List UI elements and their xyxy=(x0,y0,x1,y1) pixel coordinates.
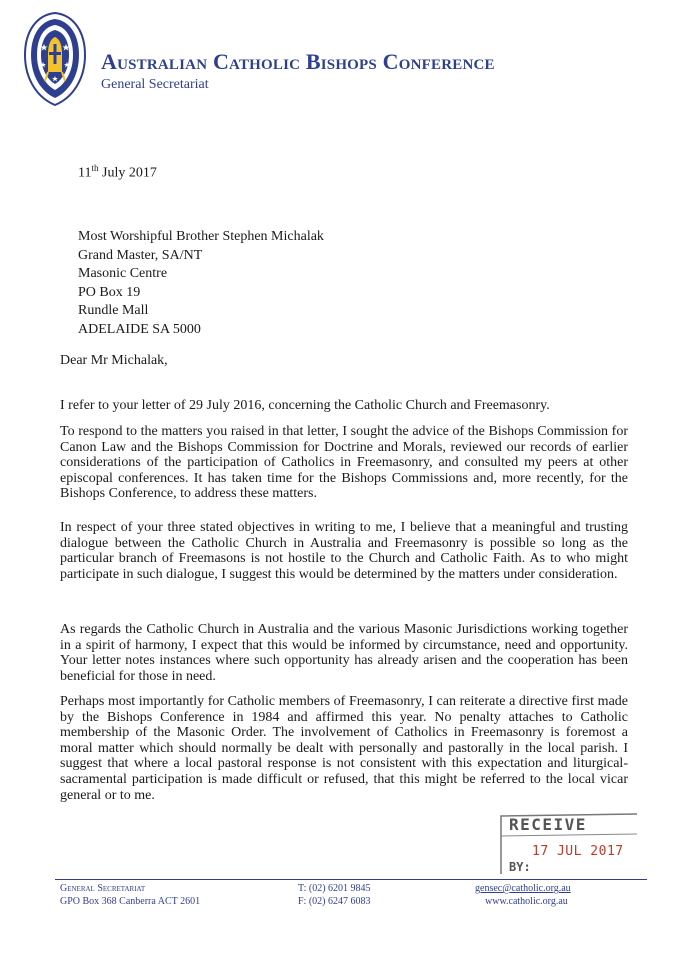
footer-phone: T: (02) 6201 9845 xyxy=(298,883,371,894)
letter-date xyxy=(78,163,157,182)
recipient-address xyxy=(78,228,324,340)
footer-office: General Secretariat xyxy=(60,883,146,894)
stamp-label: RECEIVE xyxy=(509,815,587,834)
diocesan-seal-logo xyxy=(22,10,88,108)
address-line: ADELAIDE SA 5000 xyxy=(78,321,201,337)
footer-postal-address xyxy=(60,883,200,908)
footer-email-link[interactable]: gensec@catholic.org.au xyxy=(475,883,571,894)
salutation: Dear Mr Michalak, xyxy=(60,353,168,368)
address-line: Masonic Centre xyxy=(78,266,168,282)
footer-fax: F: (02) 6247 6083 xyxy=(298,895,371,907)
stamp-by-label: BY: xyxy=(509,860,531,874)
date-month-year: July 2017 xyxy=(98,165,157,181)
address-line: PO Box 19 xyxy=(78,284,141,300)
organization-subtitle: General Secretariat xyxy=(101,77,209,92)
received-stamp xyxy=(499,812,639,876)
footer-phone-fax xyxy=(298,883,371,908)
body-paragraph: As regards the Catholic Church in Australia and the various Masonic Jurisdictions working together in a spirit of harmony, I expect that this would be informed by circumstance, need and opportunity. Your letter notes instances where such opportunity has already arisen and the cooperation has been beneficial for those in need. xyxy=(60,622,628,684)
body-paragraph: I refer to your letter of 29 July 2016, concerning the Catholic Church and Freemasonry. xyxy=(60,398,550,413)
footer-website-link[interactable]: www.catholic.org.au xyxy=(485,895,568,907)
body-paragraph: In respect of your three stated objectives in writing to me, I believe that a meaningful and trusting dialogue between the Catholic Church in Australia and Freemasonry is possible so long as the particular branch of Freemasons is not hostile to the Church and Catholic Faith. As to who might participate in such dialogue, I suggest this would be determined by the matters under consideration. xyxy=(60,520,628,582)
body-paragraph: To respond to the matters you raised in that letter, I sought the advice of the Bishops Commission for Canon Law and the Bishops Commission for Doctrine and Morals, reviewed our records of earlier considerations of the participation of Catholics in Freemasonry, and consulted my peers at other episcopal conferences. It has taken time for the Bishops Commissions and, more recently, for the Bishops Conference, to address these matters. xyxy=(60,424,628,502)
footer-contact xyxy=(475,883,571,908)
address-line: Most Worshipful Brother Stephen Michalak xyxy=(78,229,324,244)
date-day: 11 xyxy=(78,165,92,181)
date-suffix: th xyxy=(91,163,99,173)
stamp-date: 17 JUL 2017 xyxy=(532,844,624,859)
footer-postal: GPO Box 368 Canberra ACT 2601 xyxy=(60,895,201,907)
address-line: Rundle Mall xyxy=(78,303,149,319)
footer-divider xyxy=(55,879,647,880)
organization-name: Australian Catholic Bishops Conference xyxy=(101,49,495,74)
body-paragraph: Perhaps most importantly for Catholic members of Freemasonry, I can reiterate a directive first made by the Bishops Conference in 1984 and affirmed this year. No penalty attaches to Catholic membership of the Masonic Order. The involvement of Catholics in Freemasonry is foremost a moral matter which should normally be dealt with personally and pastorally in the local parish. I suggest that where a local pastoral response is not consistent with this expectation and liturgical-sacramental participation is made difficult or refused, that this might be referred to the local vicar general or to me. xyxy=(60,694,628,803)
address-line: Grand Master, SA/NT xyxy=(78,247,203,263)
